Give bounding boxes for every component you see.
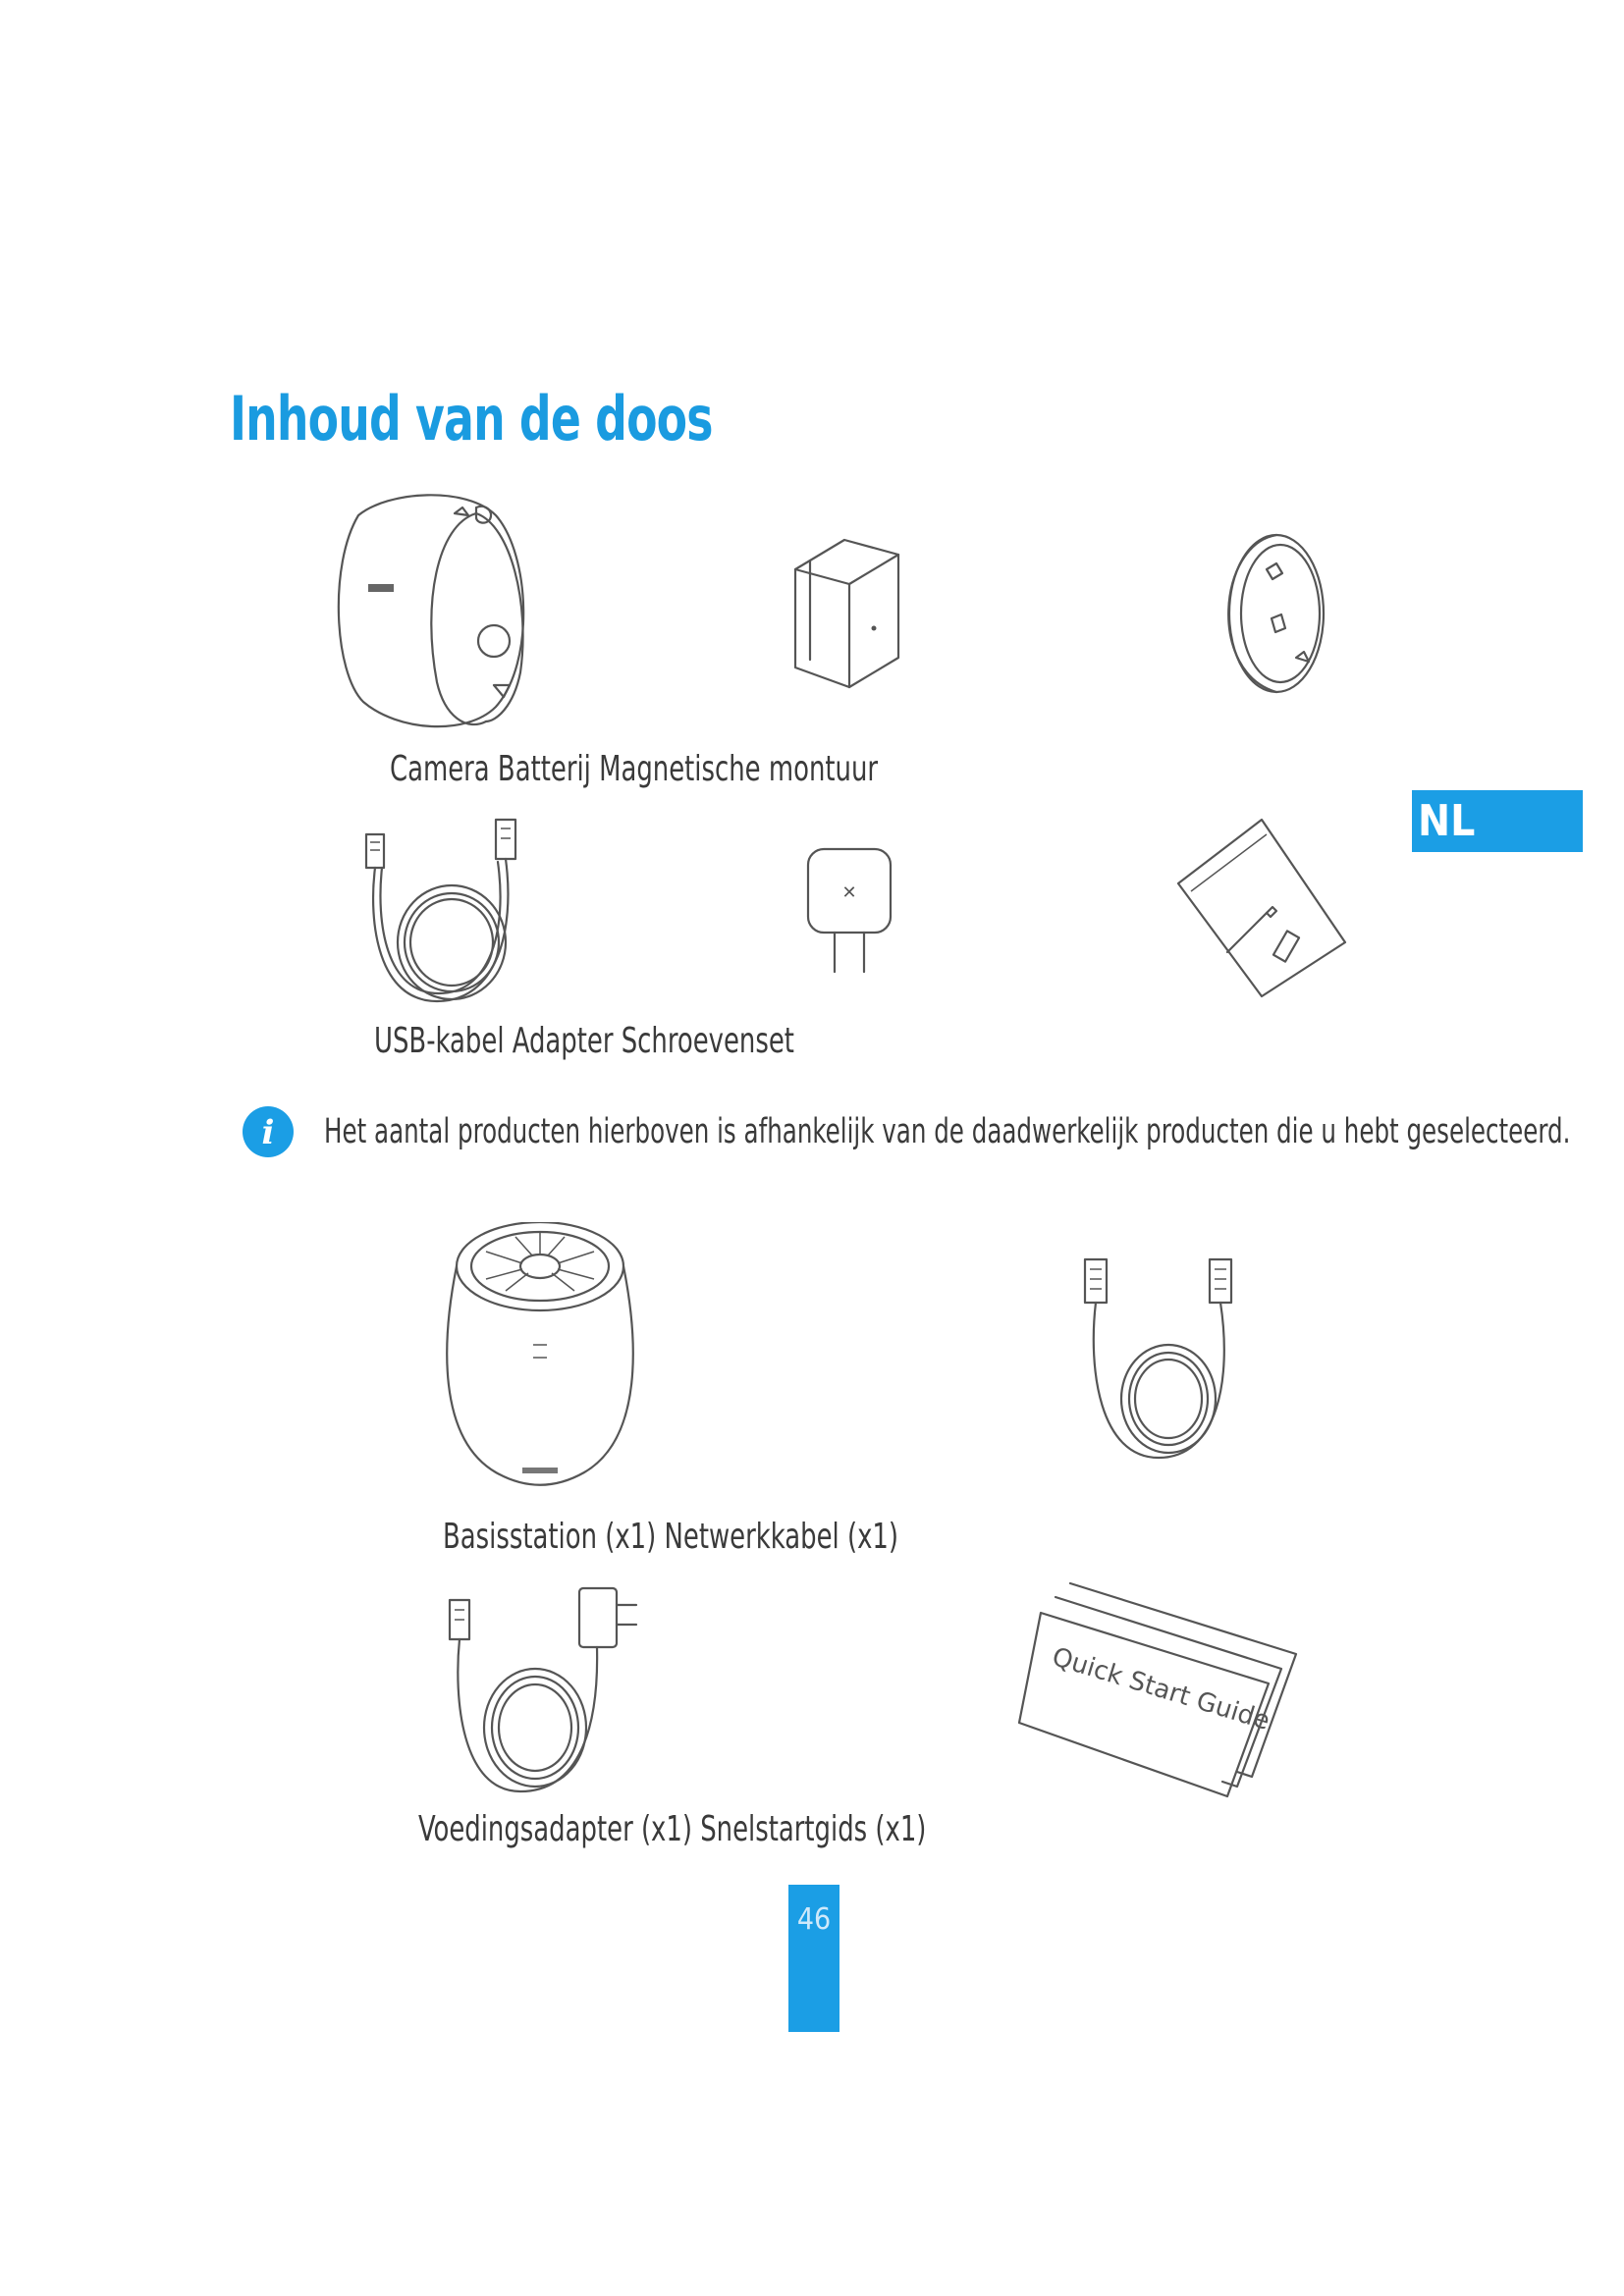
- page-number: 46: [796, 1902, 832, 1937]
- usb-cable-illustration: [349, 815, 545, 1011]
- quick-start-guide-illustration: [1011, 1575, 1306, 1801]
- page-title: Inhoud van de doos: [230, 383, 713, 454]
- info-icon: [241, 1104, 296, 1159]
- base-station-illustration: [427, 1222, 653, 1497]
- note-text: Het aantal producten hierboven is afhankelijk van de daadwerkelijk producten die u hebt geselecteerd.: [324, 1112, 1571, 1151]
- language-label: NL: [1418, 796, 1476, 846]
- power-adapter-illustration: [442, 1580, 658, 1801]
- caption-row-2: USB-kabel Adapter Schroevenset: [374, 1021, 794, 1061]
- network-cable-illustration: [1070, 1252, 1257, 1468]
- page-number-tab: [788, 1885, 839, 2032]
- caption-row-3: Basisstation (x1) Netwerkkabel (x1): [443, 1517, 898, 1557]
- language-tab: [1412, 790, 1583, 852]
- caption-row-1: Camera Batterij Magnetische montuur: [390, 749, 879, 789]
- battery-illustration: [785, 530, 913, 697]
- screw-kit-illustration: [1173, 815, 1350, 1001]
- adapter-illustration: [800, 844, 898, 982]
- svg-text:✕: ✕: [841, 882, 857, 903]
- guide-label: Quick Start Guide: [1048, 1642, 1273, 1736]
- camera-illustration: [329, 486, 545, 741]
- magnetic-mount-illustration: [1198, 525, 1335, 702]
- caption-row-4: Voedingsadapter (x1) Snelstartgids (x1): [418, 1809, 927, 1849]
- svg-text:i: i: [261, 1113, 275, 1152]
